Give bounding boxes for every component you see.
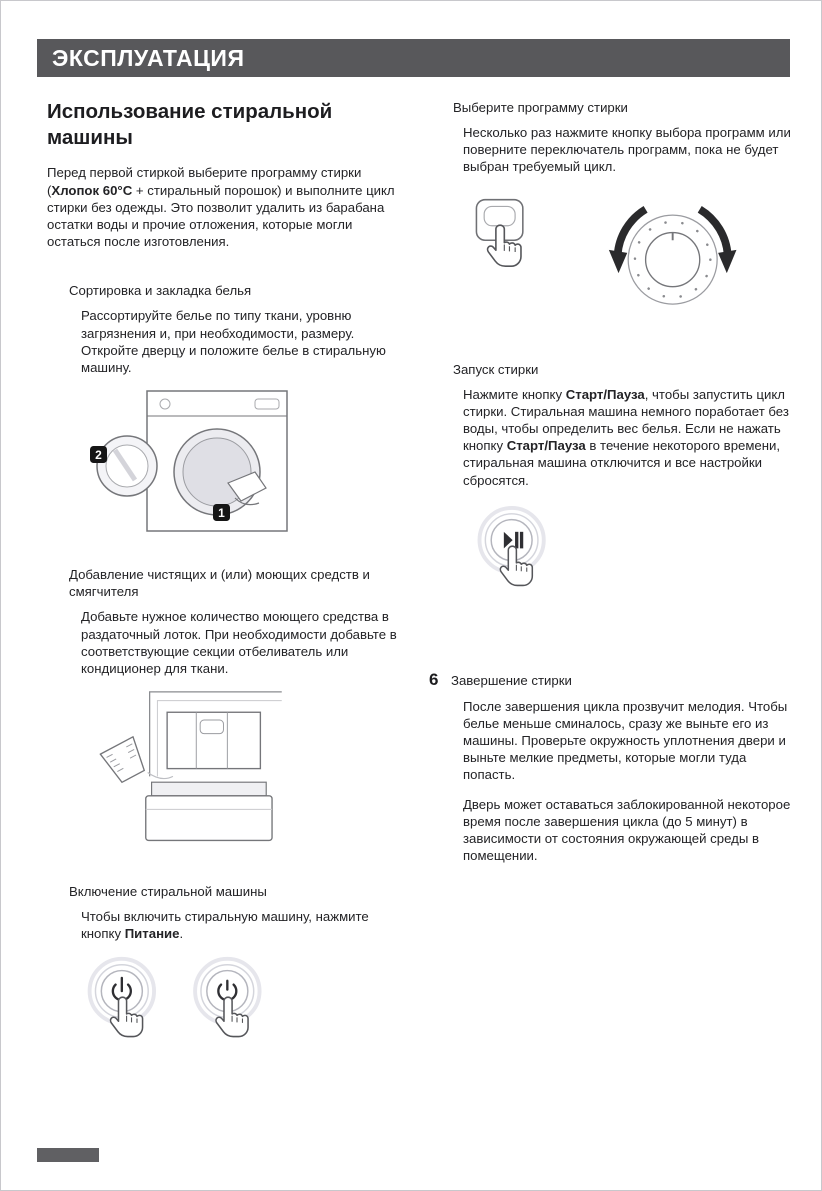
measuring-cup-icon <box>100 737 149 785</box>
svg-text:2: 2 <box>95 448 102 463</box>
intro-text-pre: Перед первой стиркой выберите программу стирки ( <box>47 165 362 198</box>
step-body-power <box>81 908 403 942</box>
intro-text-post: + стиральный порошок) и выполните цикл стирки без одежды. Это позволит удалить из барабана остатки воды и прочие отложения, которые могли остаться после изготовления. <box>47 182 395 250</box>
badge-step-1 <box>213 504 230 521</box>
section-title: ЭКСПЛУАТАЦИЯ <box>52 44 245 71</box>
content-columns <box>47 99 791 1105</box>
step-body-finish-2: Дверь может оставаться заблокированной некоторое время после завершения цикла (до 5 минут) в зависимости от состояния окружающей среды в помещении. <box>463 796 791 863</box>
step-heading-program: Выберите программу стирки <box>453 100 628 115</box>
open-door-icon <box>97 436 157 496</box>
start-text-post: в течение некоторого времени, стиральная машина отключится и все настройки сбросятся. <box>463 438 781 488</box>
step-program <box>453 99 791 335</box>
power-text-pre: Чтобы включить стиральную машину, нажмите кнопку <box>81 909 369 942</box>
step-detergent <box>47 566 403 857</box>
step-finish-header <box>429 669 791 690</box>
step-heading-detergent: Добавление чистящих и (или) моющих средств и смягчителя <box>69 567 370 600</box>
program-button <box>476 199 522 266</box>
start-pause-button <box>480 508 544 585</box>
footer-page-tab <box>37 1148 99 1162</box>
step-body-finish-1: После завершения цикла прозвучит мелодия. Чтобы белье меньше сминалось, сразу же выньте его из машины. Проверьте окружность уплотнения двери и выньте мелкие предметы, которые могли туда попасть. <box>463 698 788 783</box>
pour-stream <box>148 772 173 778</box>
step-body-program: Несколько раз нажмите кнопку выбора программ или поверните переключатель программ, пока не будет выбран требуемый цикл. <box>463 125 791 175</box>
step-heading-sorting: Сортировка и закладка белья <box>69 283 252 299</box>
start-text-bold1: Старт/Пауза <box>565 386 645 402</box>
step-power <box>47 883 403 1079</box>
step-body-sorting: Рассортируйте белье по типу ткани, уровню загрязнения и, при необходимости, размеру. Откройте дверцу и положите белье в стиральную машину. <box>81 308 386 375</box>
step-number: 6 <box>429 669 439 689</box>
step-finish <box>429 669 791 864</box>
start-text-pre: Нажмите кнопку <box>463 386 566 402</box>
power-text-post: . <box>179 926 184 942</box>
program-select-illustration <box>455 190 791 335</box>
power-buttons-illustration <box>73 952 403 1079</box>
start-text-bold2: Старт/Пауза <box>506 438 586 454</box>
step-body-start <box>463 386 791 489</box>
section-header <box>37 39 790 77</box>
step-start <box>453 361 791 626</box>
intro-text-bold: Хлопок 60°C <box>51 182 133 198</box>
page-title: Использование стиральной машины <box>47 100 333 150</box>
step-heading-power: Включение стиральной машины <box>69 883 267 899</box>
start-pause-button-illustration <box>461 499 791 626</box>
right-column <box>429 99 791 1105</box>
power-button-2 <box>195 959 259 1037</box>
left-column <box>47 99 403 1105</box>
power-button-1 <box>90 959 154 1037</box>
power-text-bold: Питание <box>124 926 180 942</box>
program-dial <box>609 209 737 304</box>
step-heading-start: Запуск стирки <box>453 361 539 377</box>
step-sorting <box>47 282 403 536</box>
badge-step-2 <box>90 446 107 463</box>
step-heading-finish: Завершение стирки <box>451 672 572 688</box>
detergent-drawer-illustration <box>91 687 403 857</box>
start-text-mid: , чтобы запустить цикл стирки. Стиральная машина немного поработает без воды, чтобы определить вес белья. Если не нажать кнопку <box>463 386 789 454</box>
step-body-detergent: Добавьте нужное количество моющего средства в раздаточный лоток. При необходимости добавьте в соответствующие секции отбеливатель или кондиционер для ткани. <box>81 609 397 676</box>
svg-text:1: 1 <box>218 506 225 521</box>
intro-paragraph <box>47 164 403 250</box>
washing-machine-loading-illustration <box>85 386 403 536</box>
